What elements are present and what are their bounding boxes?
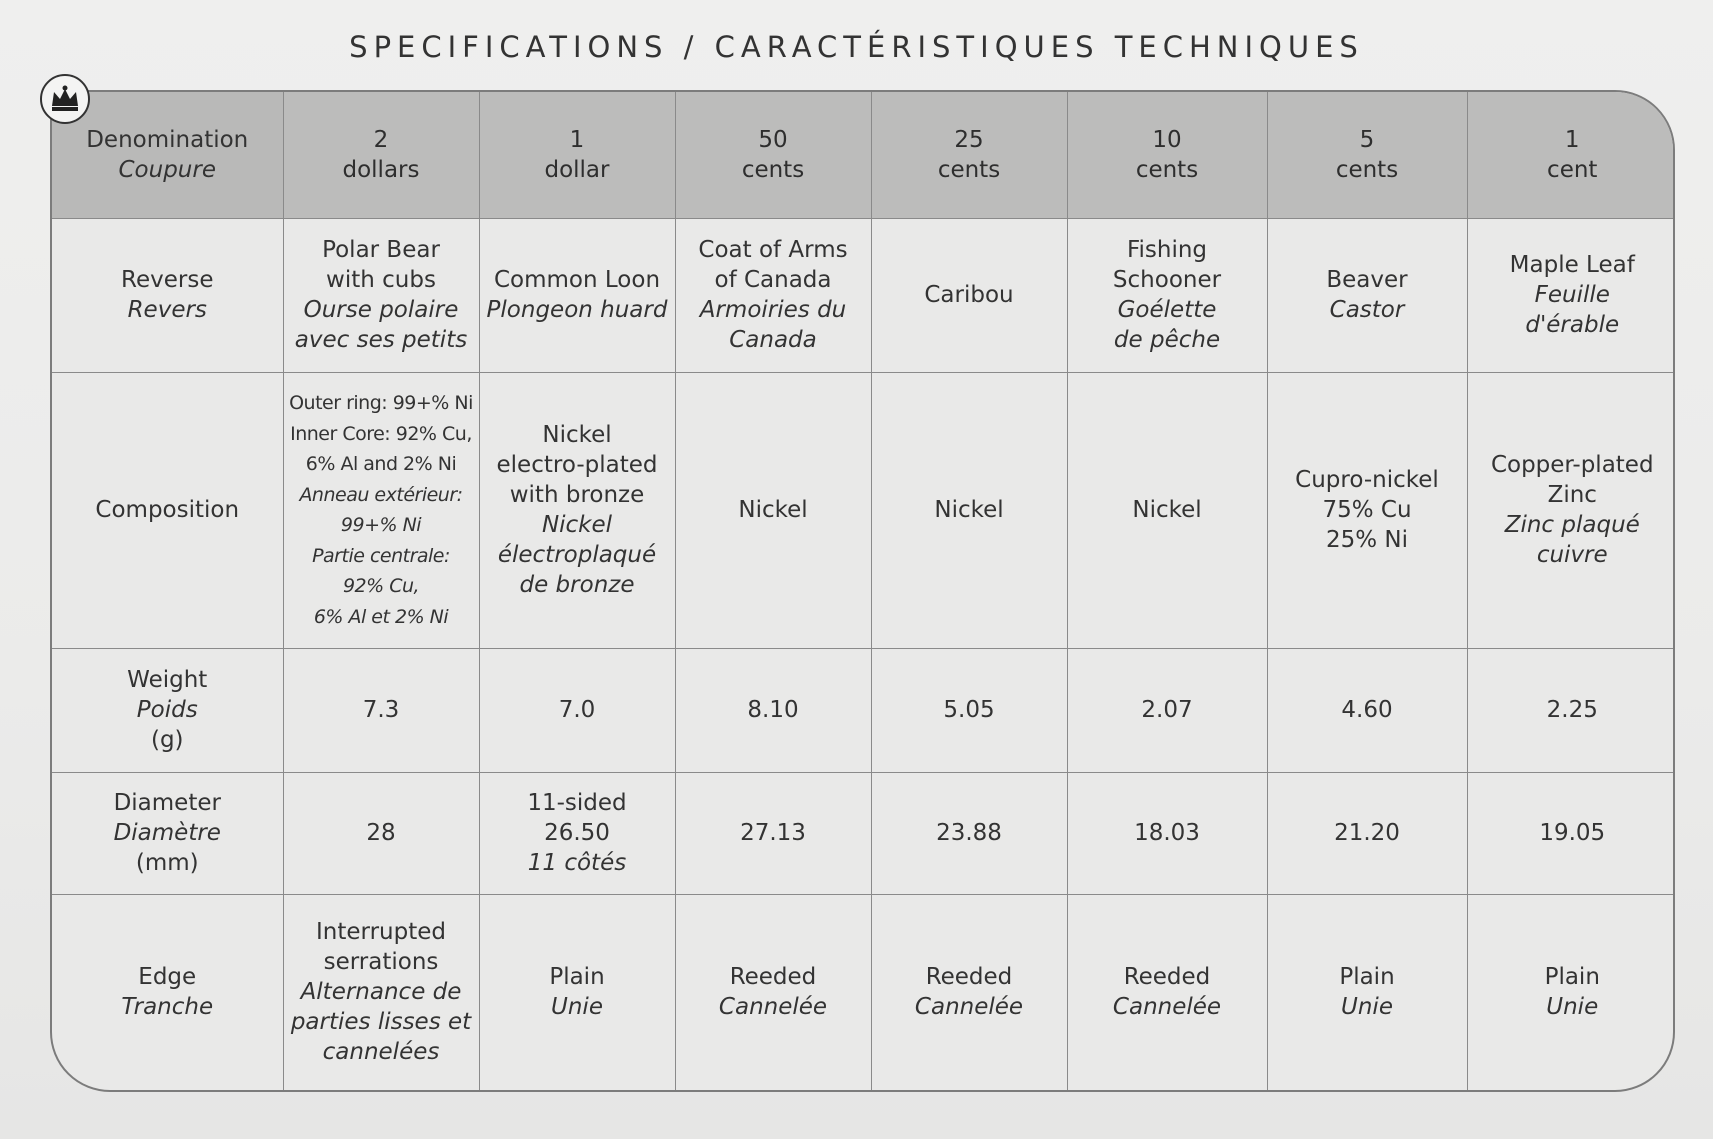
cell-line-en: Zinc [1547,482,1597,508]
cell-line-fr: 6% Al et 2% Ni [313,605,449,628]
coin-header-25-cents [871,92,1067,218]
cell-line-en: 19.05 [1539,820,1606,846]
table-cell [871,772,1067,894]
weight-label-fr: Poids [136,697,198,723]
cell-line-fr: Feuille [1534,282,1610,308]
cell-line-en: 23.88 [936,820,1002,846]
coin-unit: cents [937,156,1001,183]
denomination-row [52,92,1675,218]
cell-line-fr: Armoiries du [699,297,847,323]
table-cell [1267,772,1467,894]
coin-number: 2 [373,126,389,153]
table-cell [675,218,871,372]
table-cell [283,772,479,894]
coin-unit: cent [1547,156,1598,183]
cell-line-en: Cupro-nickel [1295,467,1439,493]
cell-line-en: Reeded [925,964,1013,991]
cell-line-en: serrations [323,949,439,976]
table-cell [871,372,1067,648]
spec-table [52,92,1675,1090]
cell-line-en: Nickel [542,422,612,448]
crown-icon [49,84,81,114]
cell-line-fr: cannelées [322,1039,440,1066]
coin-number: 5 [1359,126,1375,153]
cell-line-en: 75% Cu [1322,497,1412,523]
cell-line-fr: cuivre [1536,542,1608,568]
table-cell [479,772,675,894]
weight-value: 4.60 [1267,648,1467,772]
cell-line-en: Nickel [934,497,1004,523]
reverse-row-header [52,218,283,372]
table-cell [479,218,675,372]
cell-line-en: Beaver [1326,267,1408,293]
cell-line-fr: électroplaqué [497,542,657,568]
cell-line-fr: Unie [1341,994,1393,1021]
table-cell [1067,772,1267,894]
cell-line-en: 6% Al and 2% Ni [305,453,457,475]
page-title: SPECIFICATIONS / CARACTÉRISTIQUES TECHNIQUES [349,30,1364,64]
cell-line-fr: d'érable [1525,312,1620,338]
cell-line-en: 27.13 [740,820,806,846]
cell-line-en: Nickel [1132,497,1202,523]
cell-line-en: 25% Ni [1325,527,1409,553]
table-cell [1267,894,1467,1090]
cell-line-en: Schooner [1112,267,1222,293]
weight-value: 7.3 [283,648,479,772]
cell-line-en: Nickel [738,497,808,523]
cell-line-en: Reeded [1123,964,1211,991]
coin-number: 50 [758,126,788,153]
cell-line-en: Outer ring: 99+% Ni [289,392,473,414]
table-cell [1467,894,1675,1090]
weight-row [52,648,1675,772]
diameter-label-fr: Diamètre [113,820,221,846]
coin-number: 1 [569,126,585,153]
coin-header-10-cents [1067,92,1267,218]
weight-value: 2.25 [1467,648,1675,772]
cell-line-en: 21.20 [1334,820,1400,846]
cell-line-en: Maple Leaf [1509,252,1635,278]
royal-crown-emblem-icon [40,74,90,124]
cell-line-en: Polar Bear [322,237,440,263]
edge-row [52,894,1675,1090]
weight-value: 7.0 [479,648,675,772]
cell-line-fr: de bronze [519,572,635,598]
table-cell [1467,372,1675,648]
cell-line-fr: Plongeon huard [486,297,668,323]
cell-line-en: Inner Core: 92% Cu, [290,422,472,445]
cell-line-en: Common Loon [493,267,661,293]
edge-row-header [52,894,283,1090]
cell-line-fr: Alternance de [300,979,462,1006]
cell-line-fr: Nickel [541,512,613,538]
cell-line-fr: 11 côtés [527,850,627,876]
cell-line-fr: Cannelée [1112,994,1222,1021]
weight-label-en: Weight [127,667,208,693]
composition-row-header [52,372,283,648]
coin-unit: cents [1335,156,1399,183]
cell-line-en: Interrupted [316,919,446,946]
cell-line-en: electro-plated [496,452,658,478]
diameter-row [52,772,1675,894]
spec-table-frame [50,90,1675,1092]
reverse-label-en: Reverse [121,267,214,293]
table-cell [283,218,479,372]
cell-line-en: of Canada [714,267,832,293]
table-cell [1267,372,1467,648]
table-cell [1067,372,1267,648]
table-cell [675,894,871,1090]
table-cell [675,772,871,894]
coin-header-50-cents [675,92,871,218]
weight-value: 8.10 [675,648,871,772]
cell-line-fr: 99+% Ni [340,514,422,536]
table-cell [283,372,479,648]
composition-row [52,372,1675,648]
table-cell [1467,772,1675,894]
cell-line-fr: Ourse polaire [303,297,459,323]
coin-header-2-dollars [283,92,479,218]
table-cell [1467,218,1675,372]
table-cell [1067,218,1267,372]
cell-line-en: Caribou [924,282,1014,308]
cell-line-en: Fishing [1126,237,1208,263]
table-cell [871,894,1067,1090]
cell-line-fr: Canada [729,327,817,353]
cell-line-fr: Goélette [1117,297,1217,323]
cell-line-en: Coat of Arms [698,237,848,263]
composition-label-en: Composition [95,497,240,523]
cell-line-fr: Cannelée [914,994,1024,1021]
cell-line-en: Reeded [729,964,817,991]
diameter-unit: (mm) [135,850,199,876]
table-cell [675,372,871,648]
cell-line-en: with bronze [509,482,645,508]
cell-line-en: Plain [549,964,605,991]
coin-unit: cents [1135,156,1199,183]
edge-label-fr: Tranche [121,994,214,1021]
diameter-row-header [52,772,283,894]
coin-header-5-cents [1267,92,1467,218]
table-cell [871,218,1067,372]
cell-line-fr: 92% Cu, [342,575,420,597]
table-cell [1267,218,1467,372]
cell-line-fr: Cannelée [718,994,828,1021]
cell-line-fr: Castor [1329,297,1405,323]
table-cell [283,894,479,1090]
cell-line-en: Plain [1339,964,1395,991]
diameter-label-en: Diameter [113,790,221,816]
cell-line-en: Copper-plated [1490,452,1654,478]
coin-header-1-cent [1467,92,1675,218]
reverse-row [52,218,1675,372]
weight-row-header [52,648,283,772]
table-cell [479,894,675,1090]
denomination-label-fr: Coupure [118,156,216,183]
denomination-label-en: Denomination [86,126,249,153]
cell-line-en: 26.50 [544,820,610,846]
cell-line-fr: parties lisses et [290,1009,472,1036]
table-cell [1067,894,1267,1090]
edge-label-en: Edge [138,964,197,991]
coin-number: 10 [1152,126,1182,153]
cell-line-fr: Zinc plaqué [1504,512,1640,538]
table-cell [479,372,675,648]
cell-line-fr: Unie [551,994,603,1021]
cell-line-en: 11-sided [527,790,627,816]
cell-line-en: 18.03 [1134,820,1200,846]
weight-unit: (g) [150,727,184,753]
weight-value: 5.05 [871,648,1067,772]
coin-unit: cents [741,156,805,183]
reverse-label-fr: Revers [127,297,207,323]
cell-line-en: with cubs [326,267,436,293]
cell-line-fr: avec ses petits [294,327,468,353]
cell-line-fr: Partie centrale: [312,544,450,567]
coin-unit: dollars [342,156,420,183]
cell-line-en: 28 [366,820,396,846]
coin-number: 1 [1564,126,1580,153]
coin-unit: dollar [544,156,610,183]
weight-value: 2.07 [1067,648,1267,772]
coin-number: 25 [954,126,984,153]
coin-header-1-dollar [479,92,675,218]
cell-line-en: Plain [1544,964,1600,991]
cell-line-fr: de pêche [1113,327,1221,353]
cell-line-fr: Anneau extérieur: [299,483,463,506]
cell-line-fr: Unie [1546,994,1599,1021]
